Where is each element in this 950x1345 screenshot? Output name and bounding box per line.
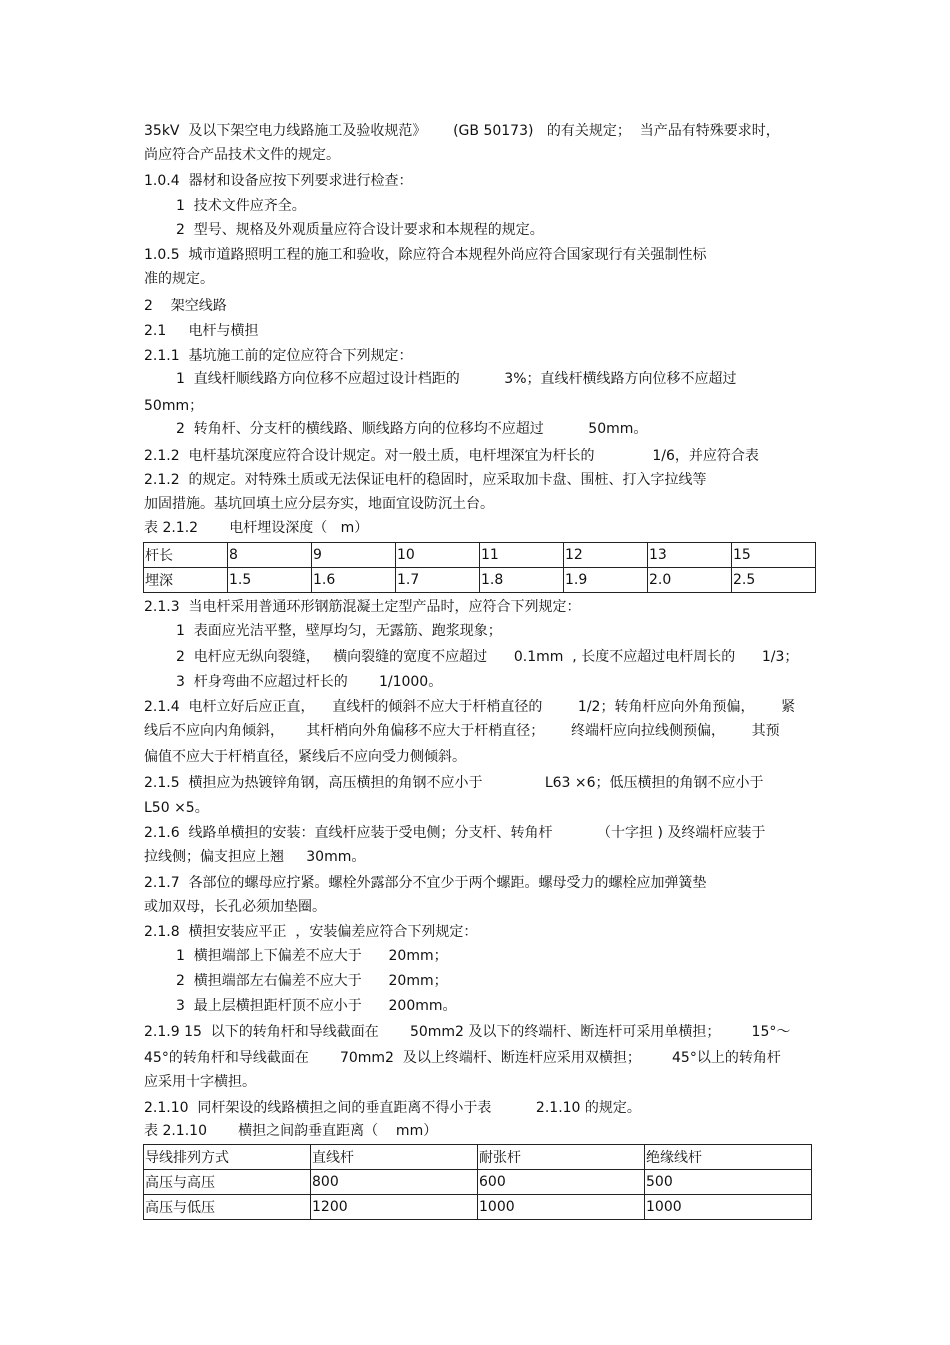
list-item: 3 最上层横担距杆顶不应小于 200mm。 [176, 998, 457, 1014]
list-item: 3 杆身弯曲不应超过杆长的 1/1000。 [176, 674, 443, 690]
section-heading: 1.0.5 城市道路照明工程的施工和验收，除应符合本规程外尚应符合国家现行有关强制性标 [144, 247, 707, 263]
table-cell: 500 [645, 1170, 812, 1195]
table-cell: 2.5 [732, 568, 816, 593]
table-cell: 9 [312, 543, 396, 568]
list-item: 1 技术文件应齐全。 [176, 198, 306, 214]
table-cell: 1.7 [396, 568, 480, 593]
section-heading: 2.1.3 当电杆采用普通环形钢筋混凝土定型产品时，应符合下列规定： [144, 599, 581, 615]
pole-depth-table [143, 542, 816, 593]
paragraph-line: 拉线侧；偏支担应上翘 30mm。 [144, 849, 366, 865]
list-item: 1 横担端部上下偏差不应大于 20mm； [176, 948, 448, 964]
table-cell: 15 [732, 543, 816, 568]
table-cell: 杆长 [144, 543, 228, 568]
table-cell: 高压与低压 [144, 1195, 311, 1220]
table-cell: 直线杆 [311, 1145, 478, 1170]
table-cell: 导线排列方式 [144, 1145, 311, 1170]
table-caption: 表 2.1.10 横担之间韵垂直距离（ mm） [144, 1123, 438, 1139]
table-cell: 600 [478, 1170, 645, 1195]
section-heading: 2.1.9 15 以下的转角杆和导线截面在 50mm2 及以下的终端杆、断连杆可采用单横担； 15°～ [144, 1024, 791, 1040]
section-heading: 1.0.4 器材和设备应按下列要求进行检查： [144, 173, 413, 189]
table-cell: 13 [648, 543, 732, 568]
table-cell: 1.8 [480, 568, 564, 593]
paragraph-line: L50 ×5。 [144, 800, 209, 816]
paragraph-line: 35kV 及以下架空电力线路施工及验收规范》 (GB 50173) 的有关规定； 当产品有特殊要求时， [144, 123, 780, 139]
list-item: 2 转角杆、分支杆的横线路、顺线路方向的位移均不应超过 50mm。 [176, 421, 648, 437]
table-row [144, 568, 816, 593]
table-cell: 1.6 [312, 568, 396, 593]
paragraph-line: 2.1.2 的规定。对特殊土质或无法保证电杆的稳固时，应采取加卡盘、围桩、打入字拉线等 [144, 472, 707, 488]
list-item: 1 直线杆顺线路方向位移不应超过设计档距的 3%；直线杆横线路方向位移不应超过 [176, 371, 737, 387]
table-cell: 800 [311, 1170, 478, 1195]
section-heading: 2.1.10 同杆架设的线路横担之间的垂直距离不得小于表 2.1.10 的规定。 [144, 1100, 641, 1116]
paragraph-line: 线后不应向内角倾斜， 其杆梢向外角偏移不应大于杆梢直径； 终端杆应向拉线侧预偏， 其预 [144, 723, 780, 739]
table-cell: 1.9 [564, 568, 648, 593]
paragraph-line: 尚应符合产品技术文件的规定。 [144, 147, 340, 163]
table-cell: 1000 [645, 1195, 812, 1220]
section-heading: 2.1 电杆与横担 [144, 323, 259, 339]
section-heading: 2.1.1 基坑施工前的定位应符合下列规定： [144, 348, 413, 364]
list-item: 2 型号、规格及外观质量应符合设计要求和本规程的规定。 [176, 222, 544, 238]
chapter-heading: 2 架空线路 [144, 298, 227, 314]
list-item: 2 横担端部左右偏差不应大于 20mm； [176, 973, 448, 989]
table-cell: 1200 [311, 1195, 478, 1220]
section-heading: 2.1.8 横担安装应平正 ，安装偏差应符合下列规定： [144, 924, 478, 940]
section-heading: 2.1.6 线路单横担的安装：直线杆应装于受电侧；分支杆、转角杆 （十字担 ) 及终端杆应装于 [144, 825, 766, 841]
table-cell: 11 [480, 543, 564, 568]
paragraph-line: 或加双母，长孔必须加垫圈。 [144, 899, 326, 915]
section-heading: 2.1.7 各部位的螺母应拧紧。螺栓外露部分不宜少于两个螺距。螺母受力的螺栓应加弹簧垫 [144, 875, 707, 891]
paragraph-line: 准的规定。 [144, 271, 214, 287]
table-cell: 10 [396, 543, 480, 568]
crossarm-distance-table [143, 1144, 812, 1220]
table-cell: 2.0 [648, 568, 732, 593]
paragraph-line: 加固措施。基坑回填土应分层夯实，地面宜设防沉土台。 [144, 496, 494, 512]
table-caption: 表 2.1.2 电杆埋设深度（ m） [144, 520, 369, 536]
section-heading: 2.1.2 电杆基坑深度应符合设计规定。对一般土质，电杆埋深宜为杆长的 1/6，并应符合表 [144, 448, 759, 464]
paragraph-line: 应采用十字横担。 [144, 1074, 256, 1090]
paragraph-line: 45°的转角杆和导线截面在 70mm2 及以上终端杆、断连杆应采用双横担； 45°以上的转角杆 [144, 1050, 781, 1066]
table-cell: 耐张杆 [478, 1145, 645, 1170]
list-item: 1 表面应光洁平整，壁厚均匀，无露筋、跑浆现象； [176, 623, 502, 639]
table-cell: 高压与高压 [144, 1170, 311, 1195]
section-heading: 2.1.5 横担应为热镀锌角钢，高压横担的角钢不应小于 L63 ×6；低压横担的角钢不应小于 [144, 775, 764, 791]
table-cell: 1000 [478, 1195, 645, 1220]
table-cell: 绝缘线杆 [645, 1145, 812, 1170]
list-item: 2 电杆应无纵向裂缝， 横向裂缝的宽度不应超过 0.1mm , 长度不应超过电杆周长的 1/3； [176, 649, 799, 665]
table-row [144, 543, 816, 568]
table-row [144, 1145, 812, 1170]
section-heading: 2.1.4 电杆立好后应正直， 直线杆的倾斜不应大于杆梢直径的 1/2；转角杆应向外角预偏， 紧 [144, 699, 796, 715]
paragraph-line: 偏值不应大于杆梢直径，紧线后不应向受力侧倾斜。 [144, 749, 466, 765]
table-cell: 埋深 [144, 568, 228, 593]
table-cell: 1.5 [228, 568, 312, 593]
table-row [144, 1195, 812, 1220]
table-row [144, 1170, 812, 1195]
paragraph-line: 50mm； [144, 398, 204, 414]
table-cell: 12 [564, 543, 648, 568]
table-cell: 8 [228, 543, 312, 568]
